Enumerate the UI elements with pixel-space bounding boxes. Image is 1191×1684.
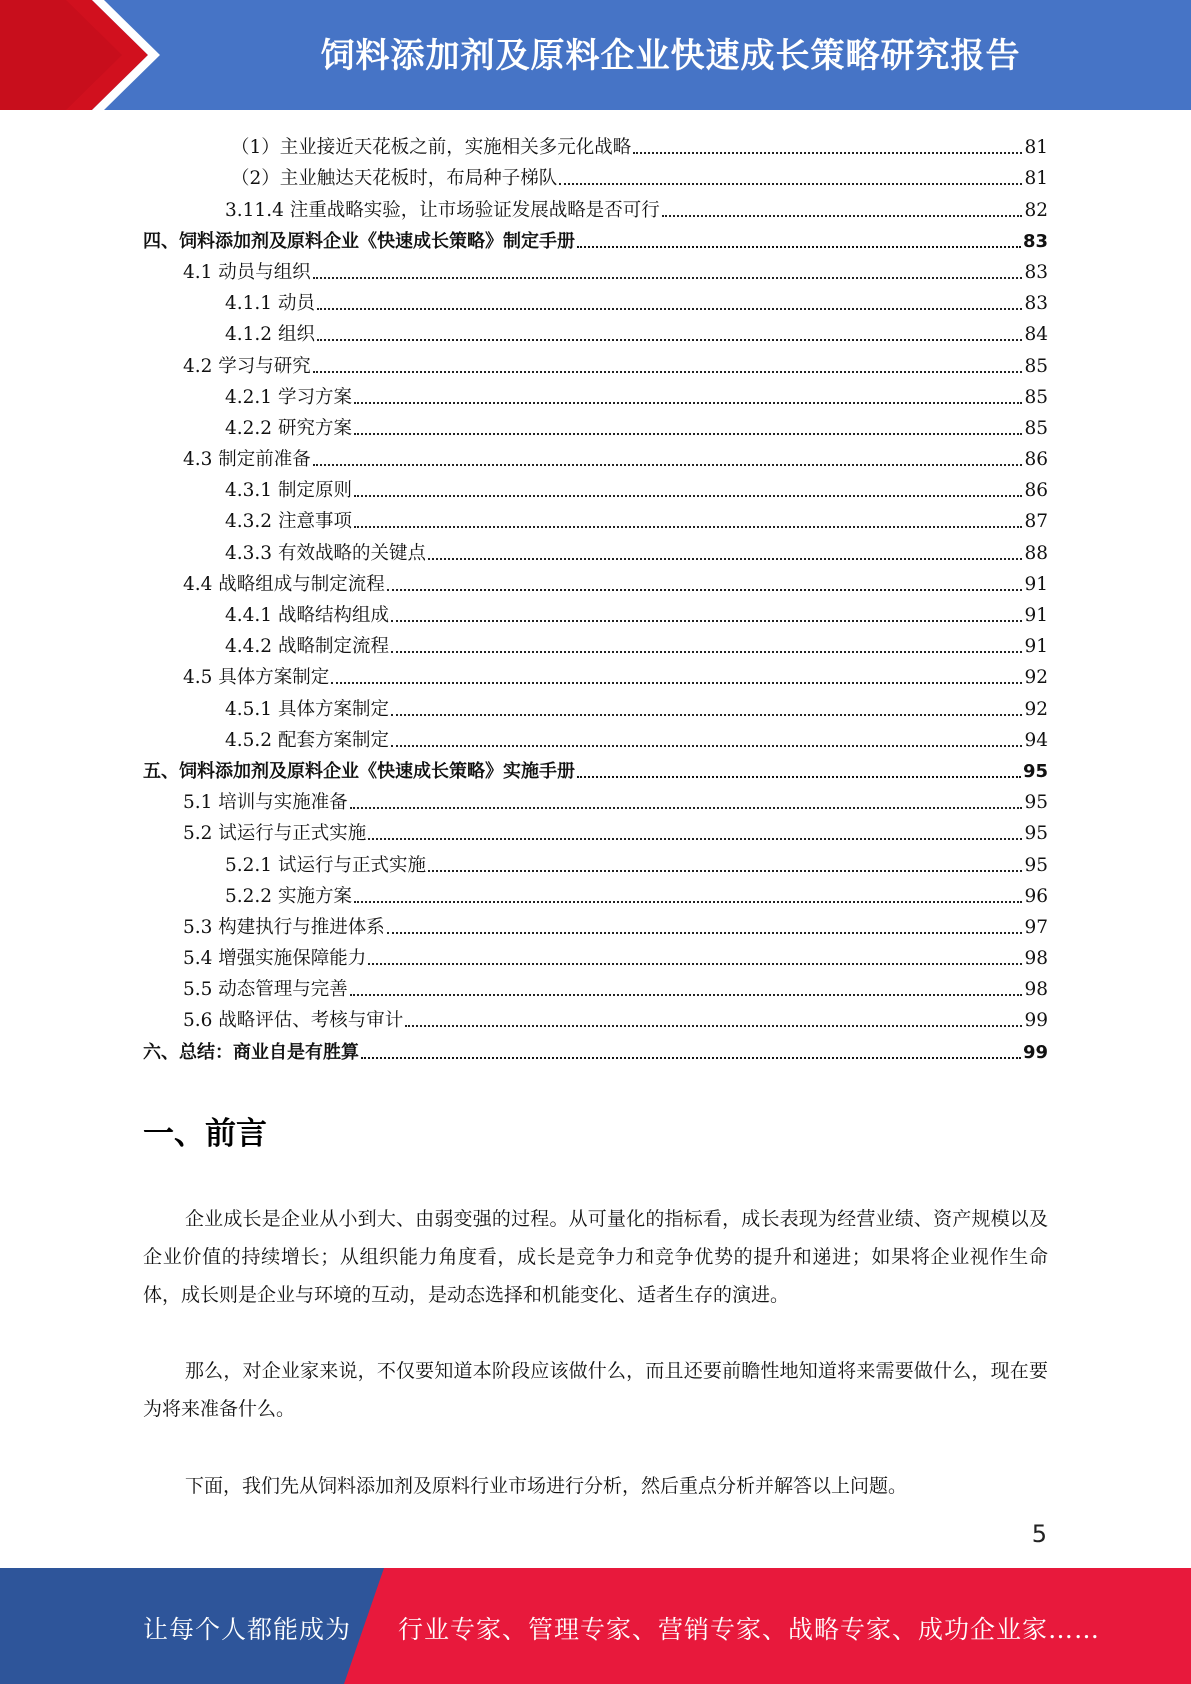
toc-leader-dots <box>391 620 1022 622</box>
toc-entry-page: 97 <box>1024 916 1048 938</box>
toc-entry-page: 91 <box>1024 636 1048 658</box>
toc-entry-page: 86 <box>1024 449 1048 471</box>
toc-entry[interactable] <box>143 471 1048 502</box>
toc-leader-dots <box>633 152 1022 154</box>
table-of-contents <box>143 128 1048 1064</box>
toc-entry[interactable] <box>143 689 1048 720</box>
toc-entry-page: 85 <box>1024 355 1048 377</box>
body-paragraph: 下面，我们先从饲料添加剂及原料行业市场进行分析，然后重点分析并解答以上问题。 <box>185 1475 908 1497</box>
toc-leader-dots <box>428 558 1022 560</box>
toc-entry-page: 83 <box>1024 293 1048 315</box>
toc-entry-label: 4.1 动员与组织 <box>183 261 311 283</box>
toc-entry[interactable] <box>143 939 1048 970</box>
toc-entry-label: 4.5.1 具体方案制定 <box>225 698 389 720</box>
toc-leader-dots <box>354 433 1023 435</box>
toc-entry[interactable] <box>143 502 1048 533</box>
toc-entry-page: 96 <box>1024 885 1048 907</box>
toc-entry-label: 四、饲料添加剂及原料企业《快速成长策略》制定手册 <box>143 230 575 252</box>
toc-entry[interactable] <box>143 721 1048 752</box>
toc-entry-page: 99 <box>1022 1041 1048 1063</box>
body-paragraph: 企业成长是企业从小到大、由弱变强的过程。从可量化的指标看，成长表现为经营业绩、资产规模以及企业价值的持续增长；从组织能力角度看，成长是竞争力和竞争优势的提升和递进；如果将企业视作生命体，成长则是企业与环境的互动，是动态选择和机能变化、适者生存的演进。 <box>143 1208 1048 1306</box>
toc-entry-label: 4.3.3 有效战略的关键点 <box>225 542 426 564</box>
toc-entry-label: 4.1.2 组织 <box>225 324 315 346</box>
toc-entry-page: 95 <box>1024 792 1048 814</box>
toc-entry-page: 85 <box>1024 417 1048 439</box>
toc-entry-page: 88 <box>1024 542 1048 564</box>
toc-leader-dots <box>368 838 1022 840</box>
toc-entry[interactable] <box>143 315 1048 346</box>
toc-leader-dots <box>354 495 1023 497</box>
toc-entry[interactable] <box>143 845 1048 876</box>
toc-entry-label: 5.1 培训与实施准备 <box>183 792 348 814</box>
toc-entry-label: 4.2.2 研究方案 <box>225 417 352 439</box>
toc-entry[interactable] <box>143 159 1048 190</box>
toc-leader-dots <box>317 308 1023 310</box>
toc-entry-page: 91 <box>1024 573 1048 595</box>
toc-leader-dots <box>387 932 1023 934</box>
toc-leader-dots <box>391 745 1022 747</box>
toc-entry-page: 94 <box>1024 729 1048 751</box>
toc-leader-dots <box>313 464 1023 466</box>
toc-entry[interactable] <box>143 908 1048 939</box>
page-footer <box>0 1568 1191 1684</box>
toc-entry[interactable] <box>143 814 1048 845</box>
toc-leader-dots <box>313 371 1023 373</box>
footer-slogan-right: 行业专家、管理专家、营销专家、战略专家、成功企业家…… <box>398 1615 1101 1644</box>
section-heading: 一、前言 <box>143 1116 267 1152</box>
toc-entry[interactable] <box>143 1001 1048 1032</box>
toc-entry-page: 81 <box>1024 168 1048 190</box>
toc-leader-dots <box>350 994 1023 996</box>
toc-entry-label: 5.2 试运行与正式实施 <box>183 823 367 845</box>
toc-entry-page: 83 <box>1024 261 1048 283</box>
toc-leader-dots <box>391 651 1022 653</box>
toc-entry[interactable] <box>143 658 1048 689</box>
toc-entry-page: 95 <box>1024 823 1048 845</box>
toc-entry-page: 98 <box>1024 979 1048 1001</box>
report-title: 饲料添加剂及原料企业快速成长策略研究报告 <box>320 36 1021 76</box>
toc-entry[interactable] <box>143 378 1048 409</box>
toc-entry-page: 84 <box>1024 324 1048 346</box>
toc-leader-dots <box>331 682 1022 684</box>
toc-entry-label: （2）主业触达天花板时，布局种子梯队 <box>231 168 558 190</box>
toc-entry-label: 3.11.4 注重战略实验，让市场验证发展战略是否可行 <box>225 199 660 221</box>
toc-leader-dots <box>361 1057 1021 1059</box>
toc-entry[interactable] <box>143 128 1048 159</box>
toc-entry[interactable] <box>143 596 1048 627</box>
toc-entry-label: 4.2 学习与研究 <box>183 355 311 377</box>
toc-leader-dots <box>405 1025 1022 1027</box>
toc-leader-dots <box>577 776 1021 778</box>
toc-leader-dots <box>350 807 1023 809</box>
toc-entry-label: 4.3 制定前准备 <box>183 449 311 471</box>
toc-entry-label: 4.4 战略组成与制定流程 <box>183 573 385 595</box>
toc-entry-label: 4.5.2 配套方案制定 <box>225 729 389 751</box>
toc-entry[interactable] <box>143 877 1048 908</box>
toc-entry[interactable] <box>143 627 1048 658</box>
toc-leader-dots <box>354 901 1023 903</box>
toc-entry[interactable] <box>143 752 1048 783</box>
footer-slogan-left: 让每个人都能成为 <box>143 1615 352 1644</box>
toc-entry-page: 91 <box>1024 605 1048 626</box>
toc-entry[interactable] <box>143 190 1048 221</box>
toc-leader-dots <box>662 215 1023 217</box>
toc-leader-dots <box>577 246 1021 248</box>
toc-entry[interactable] <box>143 222 1048 253</box>
toc-entry[interactable] <box>143 346 1048 377</box>
page-number: 5 <box>1031 1520 1047 1548</box>
toc-entry-label: 4.5 具体方案制定 <box>183 667 330 689</box>
toc-entry[interactable] <box>143 565 1048 596</box>
toc-entry-page: 99 <box>1024 1010 1048 1032</box>
toc-entry-page: 92 <box>1024 667 1048 689</box>
toc-entry-page: 95 <box>1022 760 1048 782</box>
toc-leader-dots <box>354 526 1023 528</box>
toc-leader-dots <box>317 339 1023 341</box>
toc-entry[interactable] <box>143 409 1048 440</box>
toc-entry-page: 81 <box>1024 137 1048 159</box>
toc-entry-page: 82 <box>1024 199 1048 221</box>
toc-leader-dots <box>354 402 1023 404</box>
toc-entry[interactable] <box>143 253 1048 284</box>
page-header <box>0 0 1191 110</box>
toc-entry-label: 4.2.1 学习方案 <box>225 386 352 408</box>
toc-entry[interactable] <box>143 1032 1048 1063</box>
toc-leader-dots <box>428 870 1022 872</box>
toc-entry[interactable] <box>143 783 1048 814</box>
toc-entry-label: 六、总结：商业自是有胜算 <box>143 1041 359 1063</box>
toc-leader-dots <box>313 277 1023 279</box>
toc-entry-page: 83 <box>1022 230 1048 252</box>
toc-entry-label: 4.3.1 制定原则 <box>225 480 352 502</box>
toc-entry-page: 95 <box>1024 854 1048 876</box>
toc-entry-page: 98 <box>1024 948 1048 970</box>
toc-leader-dots <box>368 963 1022 965</box>
toc-leader-dots <box>391 714 1022 716</box>
toc-entry-label: 5.2.1 试运行与正式实施 <box>225 854 426 876</box>
toc-entry-page: 85 <box>1024 386 1048 408</box>
toc-entry-page: 87 <box>1024 511 1048 533</box>
toc-entry-label: 五、饲料添加剂及原料企业《快速成长策略》实施手册 <box>143 760 575 782</box>
toc-entry-label: 4.1.1 动员 <box>225 293 315 315</box>
toc-entry-label: 5.4 增强实施保障能力 <box>183 948 367 970</box>
toc-leader-dots <box>387 589 1023 591</box>
toc-entry[interactable] <box>143 440 1048 471</box>
body-paragraph: 那么，对企业家来说，不仅要知道本阶段应该做什么，而且还要前瞻性地知道将来需要做什么，现在要为将来准备什么。 <box>143 1360 1048 1420</box>
toc-entry[interactable] <box>143 533 1048 564</box>
toc-entry-label: 4.3.2 注意事项 <box>225 511 352 533</box>
toc-entry[interactable] <box>143 284 1048 315</box>
toc-entry-label: （1）主业接近天花板之前，实施相关多元化战略 <box>231 137 632 159</box>
toc-entry-label: 4.4.1 战略结构组成 <box>225 605 389 626</box>
toc-entry-label: 5.3 构建执行与推进体系 <box>183 916 385 938</box>
toc-entry-label: 5.5 动态管理与完善 <box>183 979 348 1001</box>
toc-entry-label: 4.4.2 战略制定流程 <box>225 636 389 658</box>
toc-entry[interactable] <box>143 970 1048 1001</box>
toc-leader-dots <box>559 183 1022 185</box>
toc-entry-label: 5.6 战略评估、考核与审计 <box>183 1010 404 1032</box>
toc-entry-page: 86 <box>1024 480 1048 502</box>
toc-entry-label: 5.2.2 实施方案 <box>225 885 352 907</box>
toc-entry-page: 92 <box>1024 698 1048 720</box>
